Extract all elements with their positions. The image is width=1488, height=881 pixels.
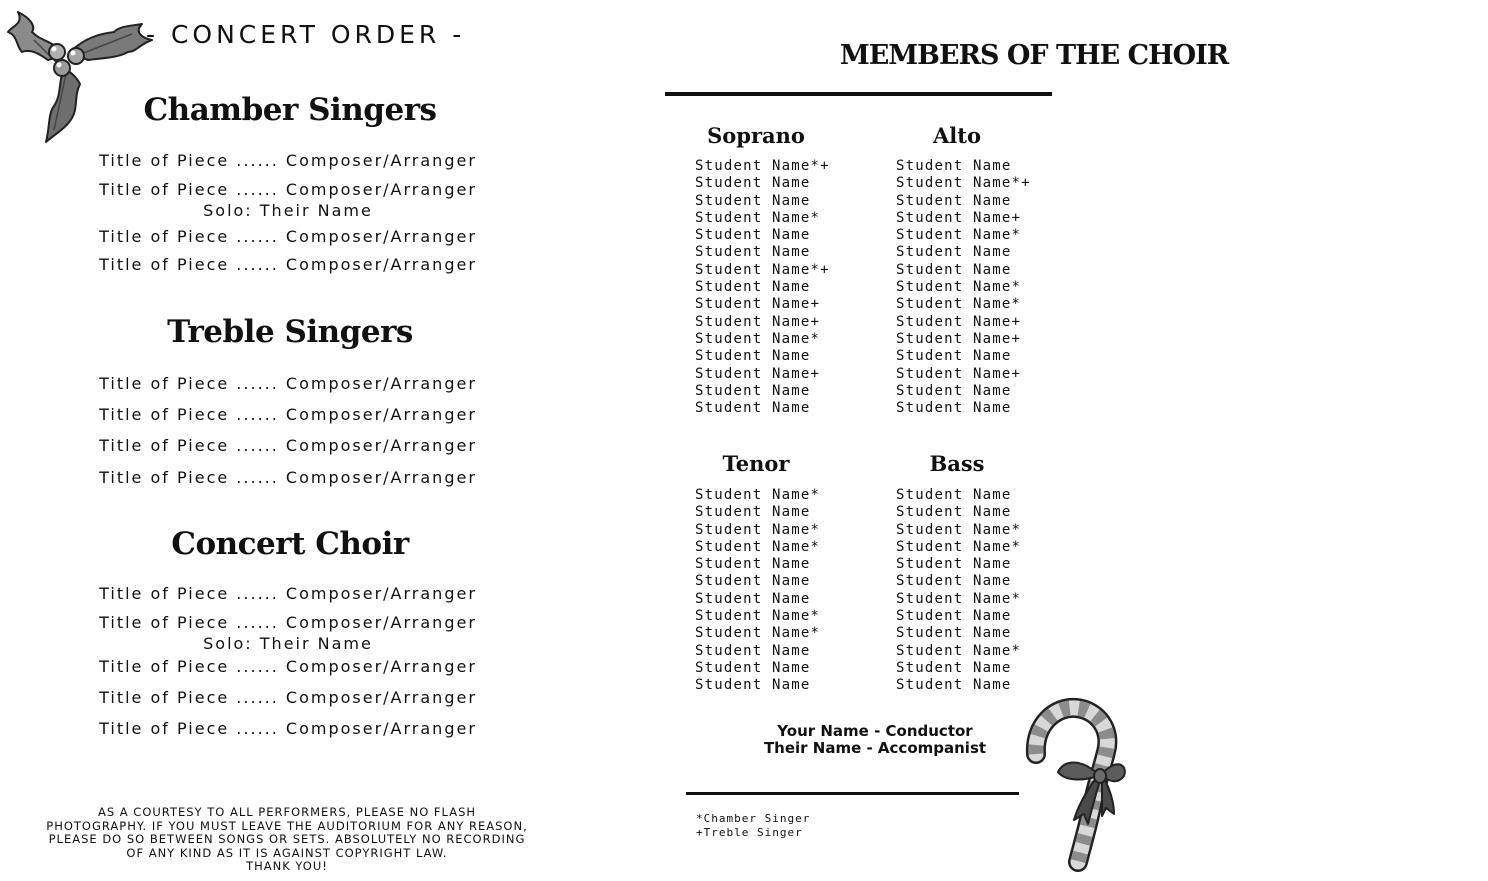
member-name: Student Name — [695, 556, 811, 573]
member-name: Student Name* — [695, 487, 821, 503]
member-name: Student Name — [896, 573, 1012, 590]
voice-heading-alto: Alto — [933, 123, 981, 148]
member-name: Student Name* — [896, 642, 1022, 659]
section-title-treble-singers: Treble Singers — [167, 314, 413, 350]
piece-entry: Title of Piece ...... Composer/Arranger — [99, 151, 477, 170]
bass-list — [896, 487, 1021, 695]
member-name: Student Name — [695, 400, 811, 417]
accompanist-credit: Their Name - Accompanist — [763, 739, 987, 757]
solo-credit: Solo: Their Name — [203, 634, 373, 653]
piece-entry: Title of Piece ...... Composer/Arranger — [99, 719, 477, 738]
piece-entry: Title of Piece ...... Composer/Arranger — [99, 688, 477, 707]
member-name: Student Name — [695, 175, 811, 192]
member-name: Student Name+ — [896, 209, 1022, 226]
member-name: Student Name — [896, 400, 1012, 417]
section-title-concert-choir: Concert Choir — [171, 526, 409, 562]
piece-entry: Title of Piece ...... Composer/Arranger — [99, 584, 477, 603]
member-name: Student Name+ — [896, 313, 1022, 330]
tenor-list — [695, 487, 820, 695]
conductor-credit: Your Name - Conductor — [777, 722, 973, 740]
solo-credit: Solo: Their Name — [203, 201, 373, 220]
piece-entry: Title of Piece ...... Composer/Arranger — [99, 613, 477, 632]
member-name: Student Name — [896, 261, 1012, 278]
voice-heading-tenor: Tenor — [722, 451, 790, 476]
member-name: Student Name — [896, 608, 1012, 625]
divider — [686, 792, 1019, 795]
courtesy-line: THANK YOU! — [246, 859, 328, 873]
member-name: Student Name — [896, 504, 1012, 521]
member-name: Student Name — [695, 504, 811, 521]
member-name: Student Name* — [896, 227, 1022, 244]
candy-cane-icon — [1016, 696, 1126, 872]
member-name: Student Name — [896, 677, 1012, 694]
member-name: Student Name — [896, 556, 1012, 573]
member-name: Student Name*+ — [695, 158, 830, 174]
voice-heading-bass: Bass — [929, 451, 985, 476]
member-name: Student Name* — [695, 625, 821, 642]
piece-entry: Title of Piece ...... Composer/Arranger — [99, 657, 477, 676]
courtesy-line: PLEASE DO SO BETWEEN SONGS OR SETS. ABSOLUTELY NO RECORDING — [48, 832, 526, 846]
member-name: Student Name+ — [896, 365, 1022, 382]
member-name: Student Name* — [695, 209, 821, 226]
member-name: Student Name — [896, 192, 1012, 209]
member-name: Student Name+ — [695, 313, 821, 330]
member-name: Student Name — [695, 590, 811, 607]
concert-order-heading: - CONCERT ORDER - — [146, 20, 466, 49]
legend-item: +Treble Singer — [696, 826, 803, 839]
member-name: Student Name — [695, 642, 811, 659]
member-name: Student Name — [896, 382, 1012, 399]
divider — [665, 92, 1052, 96]
member-name: Student Name* — [896, 521, 1022, 538]
credits — [740, 723, 1010, 757]
piece-entry: Title of Piece ...... Composer/Arranger — [99, 436, 477, 455]
piece-entry: Title of Piece ...... Composer/Arranger — [99, 374, 477, 393]
member-name: Student Name* — [695, 608, 821, 625]
member-name: Student Name — [695, 659, 811, 676]
legend-item: *Chamber Singer — [696, 812, 811, 825]
member-name: Student Name — [896, 348, 1012, 365]
alto-list — [896, 158, 1031, 417]
courtesy-line: OF ANY KIND AS IT IS AGAINST COPYRIGHT LAW. — [126, 845, 448, 860]
member-name: Student Name — [896, 625, 1012, 642]
member-name: Student Name — [695, 573, 811, 590]
member-name: Student Name* — [896, 590, 1022, 607]
member-name: Student Name*+ — [896, 175, 1031, 192]
section-title-chamber-singers: Chamber Singers — [143, 92, 437, 128]
member-name: Student Name — [896, 487, 1012, 503]
courtesy-line: PHOTOGRAPHY. IF YOU MUST LEAVE THE AUDITORIUM FOR ANY REASON, — [46, 818, 528, 833]
piece-entry: Title of Piece ...... Composer/Arranger — [99, 255, 477, 274]
member-name: Student Name — [695, 227, 811, 244]
member-name: Student Name — [896, 158, 1012, 174]
member-name: Student Name — [695, 382, 811, 399]
member-name: Student Name — [695, 244, 811, 261]
member-name: Student Name — [695, 192, 811, 209]
courtesy-line: AS A COURTESY TO ALL PERFORMERS, PLEASE NO FLASH — [97, 805, 477, 819]
member-name: Student Name* — [896, 538, 1022, 555]
member-name: Student Name+ — [695, 365, 821, 382]
piece-entry: Title of Piece ...... Composer/Arranger — [99, 405, 477, 424]
members-page — [580, 0, 1229, 881]
piece-entry: Title of Piece ...... Composer/Arranger — [99, 180, 477, 199]
member-name: Student Name — [896, 244, 1012, 261]
soprano-list — [695, 158, 830, 417]
voice-heading-soprano: Soprano — [707, 123, 805, 148]
piece-entry: Title of Piece ...... Composer/Arranger — [99, 468, 477, 487]
courtesy-notice — [40, 806, 534, 874]
member-name: Student Name* — [695, 538, 821, 555]
holly-icon — [2, 2, 162, 152]
member-name: Student Name — [695, 348, 811, 365]
legend — [696, 812, 810, 840]
member-name: Student Name* — [695, 330, 821, 347]
member-name: Student Name* — [896, 279, 1022, 296]
piece-entry: Title of Piece ...... Composer/Arranger — [99, 227, 477, 246]
member-name: Student Name — [695, 279, 811, 296]
member-name: Student Name — [695, 677, 811, 694]
member-name: Student Name* — [896, 296, 1022, 313]
member-name: Student Name+ — [896, 330, 1022, 347]
member-name: Student Name* — [695, 521, 821, 538]
members-title: MEMBERS OF THE CHOIR — [839, 40, 1229, 71]
member-name: Student Name+ — [695, 296, 821, 313]
member-name: Student Name*+ — [695, 261, 830, 278]
concert-order-page — [0, 0, 580, 881]
member-name: Student Name — [896, 659, 1012, 676]
